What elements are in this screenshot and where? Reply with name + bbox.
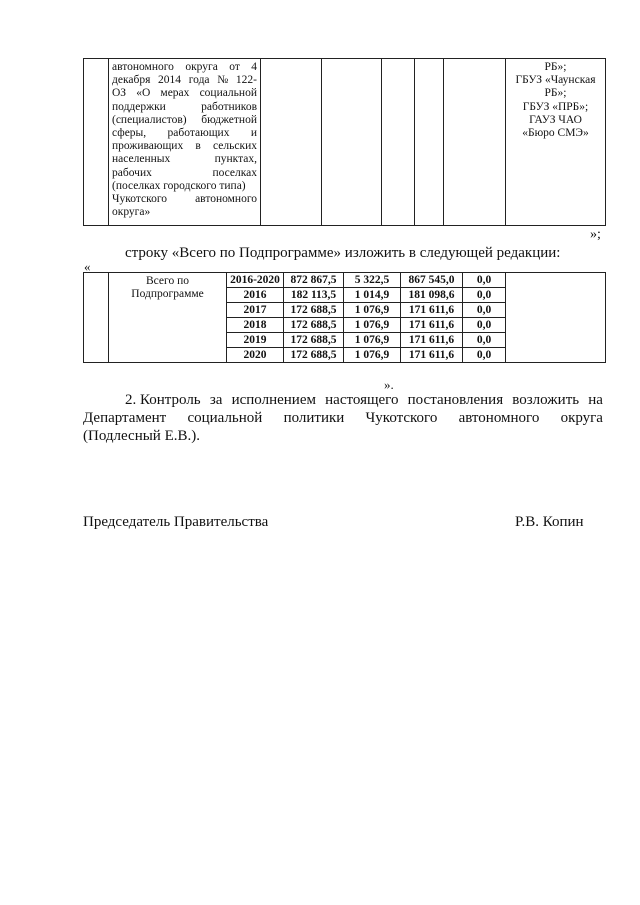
description-line (112, 74, 257, 87)
paragraph-word: настоящего (325, 392, 399, 408)
totals-cell-fed: 1 076,9 (344, 333, 401, 348)
description-word: бюджетной (201, 113, 257, 126)
cell-total (322, 59, 382, 226)
description-word: социальной (199, 87, 257, 100)
description-line (112, 206, 257, 219)
totals-cell-total: 872 867,5 (284, 273, 344, 288)
description-word: сельских (213, 140, 257, 153)
paragraph-word: округа (560, 410, 603, 426)
totals-cell-total: 172 688,5 (284, 303, 344, 318)
description-word: мерах (160, 87, 190, 100)
totals-row (84, 273, 606, 288)
description-word: «О (136, 87, 151, 100)
description-word: автономного (195, 193, 257, 206)
totals-cell-other: 0,0 (463, 273, 506, 288)
description-word: округа» (112, 206, 151, 219)
paragraph-word: возложить (512, 392, 580, 408)
totals-cell-other: 0,0 (463, 288, 506, 303)
description-word: 4 (251, 61, 257, 73)
description-line (112, 127, 257, 140)
totals-cell-fed: 1 076,9 (344, 318, 401, 333)
description-word: поселках (212, 166, 257, 179)
description-word: работающих (167, 127, 230, 140)
paragraph-word: 2. Контроль (125, 392, 201, 408)
signature-name: Р.В. Копин (515, 514, 584, 530)
instruction-text: строку «Всего по Подпрограмме» изложить в следующей редакции: (125, 245, 561, 261)
paragraph-line-3: (Подлесный Е.В.). (83, 428, 200, 444)
description-word: декабря (112, 74, 151, 87)
executor-line: ГБУЗ «Чаунская (515, 74, 596, 87)
paragraph-word: социальной (187, 410, 263, 426)
description-word: проживающих (112, 140, 184, 153)
open-quote: « (84, 259, 91, 274)
description-word: населенных (112, 153, 171, 166)
description-word: в (195, 140, 201, 153)
totals-cell-reg: 867 545,0 (401, 273, 463, 288)
description-line (112, 180, 257, 193)
totals-cell-year: 2018 (227, 318, 284, 333)
totals-label-line: Подпрограмме (131, 288, 204, 300)
totals-cell-other: 0,0 (463, 303, 506, 318)
paragraph-word: автономного (458, 410, 540, 426)
continuation-table (83, 58, 606, 226)
description-word: (поселках городского типа) (112, 179, 246, 192)
cell-federal (382, 59, 415, 226)
description-word: 2014 (158, 74, 182, 87)
measure-description (109, 59, 261, 226)
totals-cell-total: 172 688,5 (284, 318, 344, 333)
description-line (112, 101, 257, 114)
totals-cell-total: 182 113,5 (284, 288, 344, 303)
description-word: и (250, 127, 257, 140)
totals-cell-reg: 181 098,6 (401, 288, 463, 303)
totals-cell-year: 2017 (227, 303, 284, 318)
description-line (112, 114, 257, 127)
totals-cell-reg: 171 611,6 (401, 333, 463, 348)
executors-cell (506, 59, 606, 226)
paragraph-word: политики (283, 410, 345, 426)
paragraph-word: на (588, 392, 603, 408)
executor-line: «Бюро СМЭ» (522, 127, 589, 140)
totals-number-cell (84, 273, 109, 363)
description-word: пунктах, (214, 153, 257, 166)
description-word: Чукотского (112, 193, 168, 206)
totals-cell-year: 2019 (227, 333, 284, 348)
cell-number (84, 59, 109, 226)
description-word: рабочих (112, 166, 152, 179)
totals-cell-total: 172 688,5 (284, 333, 344, 348)
totals-executor-cell (506, 273, 606, 363)
signature-position: Председатель Правительства (83, 514, 269, 530)
close-quote: ». (384, 377, 394, 392)
totals-label (109, 273, 227, 363)
totals-cell-reg: 171 611,6 (401, 348, 463, 363)
paragraph-control (83, 391, 603, 445)
totals-cell-total: 172 688,5 (284, 348, 344, 363)
totals-cell-fed: 1 076,9 (344, 303, 401, 318)
description-word: сферы, (112, 127, 147, 140)
totals-cell-fed: 1 076,9 (344, 348, 401, 363)
totals-cell-year: 2020 (227, 348, 284, 363)
totals-cell-year: 2016-2020 (227, 273, 284, 288)
cell-regional (415, 59, 444, 226)
paragraph-word: Департамент (83, 410, 167, 426)
description-line (112, 87, 257, 100)
totals-cell-other: 0,0 (463, 318, 506, 333)
totals-cell-other: 0,0 (463, 348, 506, 363)
closing-quote: »; (590, 227, 601, 242)
totals-cell-reg: 171 611,6 (401, 303, 463, 318)
cell-deadline (261, 59, 322, 226)
totals-cell-fed: 5 322,5 (344, 273, 401, 288)
executor-line: ГБУЗ «ПРБ»; (522, 100, 589, 113)
description-line (112, 153, 257, 166)
description-word: (специалистов) (112, 113, 187, 126)
description-line (112, 140, 257, 153)
totals-cell-other: 0,0 (463, 333, 506, 348)
description-line (112, 193, 257, 206)
description-word: округа (185, 61, 218, 73)
description-word: № (217, 74, 229, 87)
description-line (112, 61, 257, 74)
description-word: работников (201, 100, 257, 113)
totals-label-line: Всего по (146, 275, 189, 287)
description-word: автономного (112, 61, 174, 73)
paragraph-word: постановления (407, 392, 504, 408)
cell-other (444, 59, 506, 226)
totals-table (83, 272, 606, 363)
executor-line: ГАУЗ ЧАО (529, 113, 582, 126)
paragraph-word: исполнением (231, 392, 316, 408)
totals-cell-reg: 171 611,6 (401, 318, 463, 333)
description-word: ОЗ (112, 87, 127, 100)
paragraph-word: за (209, 392, 223, 408)
paragraph-line-2 (83, 409, 603, 427)
description-line (112, 167, 257, 180)
totals-cell-fed: 1 014,9 (344, 288, 401, 303)
description-word: года (188, 74, 210, 87)
description-word: поддержки (112, 100, 166, 113)
paragraph-word: Чукотского (365, 410, 438, 426)
description-word: от (229, 61, 240, 73)
description-word: 122- (235, 74, 257, 87)
totals-cell-year: 2016 (227, 288, 284, 303)
executor-line: РБ»; (544, 61, 567, 73)
paragraph-line-1 (83, 391, 603, 409)
executor-line: РБ»; (544, 87, 567, 100)
